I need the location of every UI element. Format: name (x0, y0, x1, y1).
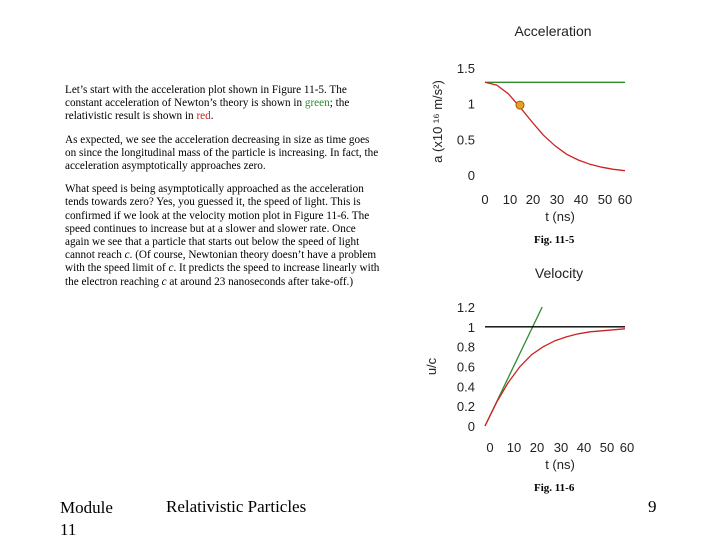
series-relativistic (485, 82, 625, 170)
data-marker (516, 101, 524, 109)
p1-end: . (210, 110, 214, 123)
x-tick-label: 10 (502, 192, 518, 207)
x-axis-label: t (ns) (545, 209, 575, 224)
chart-velocity (424, 265, 634, 472)
x-tick-label: 30 (549, 192, 565, 207)
y-tick-label: 0.4 (456, 379, 475, 395)
p1-green-word: green (304, 97, 330, 110)
x-tick-label: 0 (486, 440, 494, 455)
x-tick-label: 30 (553, 440, 569, 455)
p1-text-2: ; the relativistic result is shown in (65, 97, 350, 123)
x-tick-label: 20 (529, 440, 545, 455)
series-relativistic (485, 329, 625, 426)
y-axis-label: a (x10 ¹⁶ m/s²) (430, 80, 445, 163)
x-axis-label: t (ns) (545, 457, 575, 472)
y-tick-label: 0 (467, 419, 475, 434)
x-tick-label: 50 (597, 192, 613, 207)
c-symbol: c (161, 275, 167, 288)
p1-red-word: red (196, 110, 211, 123)
fig-11-6-caption: Fig. 11-6 (534, 482, 575, 494)
c-symbol: c (168, 262, 174, 275)
x-tick-label: 40 (573, 192, 589, 207)
p3-text-3: . It predicts the speed to increase linearly with the electron reaching (65, 262, 380, 288)
x-tick-label: 0 (481, 192, 489, 207)
y-tick-label: 0.5 (456, 132, 475, 148)
y-tick-label: 1 (467, 96, 475, 112)
footer-title: Relativistic Particles (166, 497, 307, 516)
x-tick-label: 10 (506, 440, 522, 455)
p3-text: What speed is being asymptotically approached as the acceleration tends towards zero? Yes, you guessed it, the speed of light. This is confirmed if we look at the velocity motion plot in Figure 11-6. The speed continues to increase but at a slower and slower rate. Once again we see that a particle that starts out below the speed of light cannot reach (65, 183, 370, 262)
x-tick-label: 20 (525, 192, 541, 207)
chart-acceleration (430, 23, 632, 224)
fig-11-5-caption: Fig. 11-5 (534, 234, 575, 246)
module-label: Module 11 (60, 498, 113, 539)
chart-title: Acceleration (514, 23, 592, 39)
y-tick-label: 1.5 (456, 61, 475, 76)
chart-title: Velocity (534, 265, 584, 281)
x-tick-label: 50 (599, 440, 615, 455)
y-tick-label: 0.2 (456, 399, 475, 415)
paragraph-2: As expected, we see the acceleration decreasing in size as time goes on since the longitudinal mass of the particle is increasing. In fact, the acceleration asymptotically approaches zero. (65, 133, 379, 173)
p1-text: Let’s start with the acceleration plot shown in Figure 11-5. The constant acceleration of Newton’s theory is shown in (65, 84, 347, 110)
x-tick-label: 60 (619, 440, 635, 455)
x-tick-label: 40 (576, 440, 592, 455)
y-tick-label: 0.8 (456, 339, 475, 355)
y-tick-label: 1.2 (456, 300, 475, 315)
p3-text-2: . (Of course, Newtonian theory doesn’t have a problem with the speed limit of (65, 249, 377, 275)
y-tick-label: 0 (467, 168, 475, 183)
x-tick-label: 60 (617, 192, 633, 207)
page-number: 9 (648, 497, 657, 516)
p3-text-4: at around 23 nanoseconds after take-off.) (166, 275, 354, 288)
y-tick-label: 0.6 (456, 359, 475, 375)
c-symbol: c (124, 249, 130, 262)
y-tick-label: 1 (467, 319, 475, 335)
y-axis-label: u/c (424, 357, 439, 376)
